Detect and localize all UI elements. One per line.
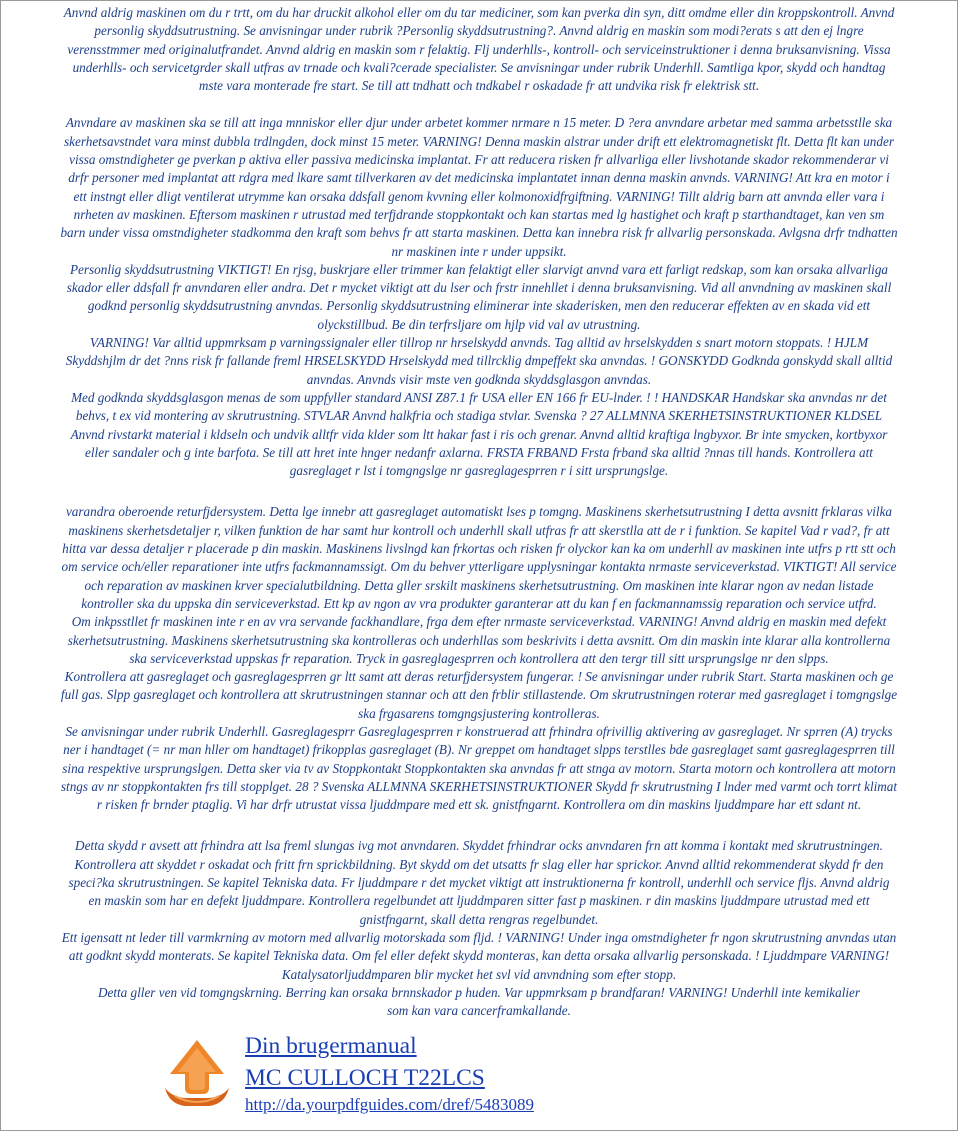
text-line: ska frgasarens tomgngsjustering kontrolleras. [358, 705, 600, 721]
spacer [3, 95, 955, 114]
text-line: kontroller ska du uppska din serviceverkstad. Ett kp av ngon av vra produkter garanterar att du kan f en fackmannamssig reparation och service utfrd. [81, 595, 877, 611]
text-line: Om inkpsstllet fr maskinen inte r en av vra servande fackhandlare, frga dem efter nrmaste serviceverkstad. VARNING! Anvnd aldrig en maskin med defekt [71, 614, 887, 630]
text-line: anvndas. Anvnds visir mste ven godknda skyddsglasgon anvndas. [306, 371, 652, 387]
text-line: personlig skyddsutrustning. Se anvisningar under rubrik ?Personlig skyddsutrustning?. Anvnd aldrig en maskin som modi?erats s att den ej lngre [94, 23, 864, 39]
text-line: om service och/eller reparationer inte utfrs fackmannamssigt. Om du behver ytterligare upplysningar kontakta nrmaste serviceverkstad. VIKTIGT! All service [61, 559, 897, 575]
text-line: olyckstillbud. Be din terfrsljare om hjlp vid val av utrustning. [317, 316, 641, 332]
text-line: eller sandaler och g inte barfota. Se till att hret inte hnger nedanfr axlarna. FRSTA FRBAND Frsta frband ska alltid ?nnas till hands. Kontrollera att [85, 444, 873, 460]
text-line: Detta gller ven vid tomgngskrning. Berring kan orsaka brnnskador p huden. Var uppmrksam p brandfaran! VARNING! Underhll inte kemikalier [97, 984, 861, 1000]
text-line: maskinens skerhetsdetaljer r, vilken funktion de har samt hur kontroll och underhll skall utfras fr att skerstlla att de r i funktion. Se kapitel Vad r vad?, fr att [68, 522, 890, 538]
text-line: r risken fr brnder ptaglig. Vi har drfr utrustat vissa ljuddmpare med ett sk. gnistfngarnt. Kontrollera om din maskins ljuddmpare har ett sdant nt. [96, 797, 862, 813]
spacer [3, 480, 955, 503]
text-line: Anvndare av maskinen ska se till att inga mnniskor eller djur under arbetet kommer nrmare n 15 meter. D ?era anvndare arbetar med samma arbetsstlle ska [65, 115, 893, 131]
text-line: verensstmmer med originalutfrandet. Anvnd aldrig en maskin som r felaktig. Flj underhlls-, kontroll- och serviceinstruktioner i denna bruksanvisning. Vissa [67, 41, 891, 57]
footer-links [245, 1030, 534, 1116]
text-line: drfr personer med implantat att rdgra med lkare samt tillverkaren av det medicinska implantatet innan denna maskin anvnds. VARNING! Att kra en motor i [68, 170, 890, 186]
text-line: skador eller ddsfall fr anvndaren eller andra. Det r mycket viktigt att du lser och frstr innehllet i denna bruksanvisning. Vid all anvndning av maskinen skall [66, 280, 892, 296]
text-line: speci?ka skrutrustningen. Se kapitel Tekniska data. Fr ljuddmpare r det mycket viktigt att instruktionerna fr kontroll, underhll och service fljs. Anvnd aldrig [68, 875, 890, 891]
text-line: varandra oberoende returfjdersystem. Detta lge innebr att gasreglaget automatiskt lses p tomgng. Maskinens skerhetsutrustning I detta avsnitt frklaras vilka [65, 504, 893, 520]
text-line: godknd personlig skyddsutrustning anvndas. Personlig skyddsutrustning eliminerar inte skaderisken, men den reducerar effekten av en skada vid ett [87, 298, 871, 314]
text-line: sina respektive ursprungslgen. Detta sker via tv av Stoppkontakt Stoppkontakten ska anvndas fr att stnga av motorn. Starta motorn och kontrollera att motorn [62, 760, 896, 776]
document-body [3, 4, 955, 1020]
text-line: som kan vara cancerframkallande. [387, 1003, 571, 1019]
text-line: Kontrollera att skyddet r oskadat och fritt frn sprickbildning. Byt skydd om det utsatts fr slag eller har sprickor. Anvnd alltid rekommenderat skydd fr den [74, 856, 884, 872]
text-line: skerhetsutrustning. Maskinens skerhetsutrustning ska kontrolleras och underhllas som beskrivits i detta avsnitt. Om din maskin inte klarar alla kontrollerna [67, 632, 891, 648]
text-line: nr maskinen inte r under uppsikt. [391, 243, 567, 259]
text-line: mste vara monterade fre start. Se till att tndhatt och tndkabel r oskadade fr att undvika risk fr elektrisk stt. [198, 78, 760, 94]
text-line: Se anvisningar under rubrik Underhll. Gasreglagesprr Gasreglagesprren r konstruerad att frhindra ofrivillig aktivering av gasreglaget. Nr sprren (A) trycks [65, 723, 893, 739]
text-line: barn under vissa omstndigheter stadkomma den kraft som behvs fr att starta maskinen. Detta kan innebra risk fr allvarlig personskada. Avlgsna drfr tndhatten [60, 225, 898, 241]
text-line: Med godknda skyddsglasgon menas de som uppfyller standard ANSI Z87.1 fr USA eller EN 166 fr EU-lnder. ! ! HANDSKAR Handskar ska anvndas nr det [71, 389, 887, 405]
text-line: nrheten av maskinen. Eftersom maskinen r utrustad med terfjdrande stoppkontakt och kan startas med lg hastighet och kraft p starthandtaget, kan ven sm [73, 206, 885, 222]
text-line: full gas. Slpp gasreglaget och kontrollera att skrutrustningen stannar och att den frblir stillastende. Om skrutrustningen roterar med gasreglaget i tomgngslge [60, 687, 898, 703]
paragraph-block-1 [3, 4, 955, 95]
text-line: ska serviceverkstad uppskas fr reparation. Tryck in gasreglagesprren och kontrollera att den tergr till sitt ursprungslge nr den slpps. [129, 650, 829, 666]
text-line: Kontrollera att gasreglaget och gasreglagesprren gr ltt samt att deras returfjdersystem fungerar. ! Se anvisningar under rubrik Start. Starta maskinen och ge [64, 669, 894, 685]
paragraph-block-2 [3, 114, 955, 480]
text-line: Detta skydd r avsett att frhindra att lsa freml slungas ivg mot anvndaren. Skyddet frhindrar ocks anvndaren frn att komma i kontakt med skrutrustningen. [75, 838, 883, 854]
text-line: Anvnd aldrig maskinen om du r trtt, om du har druckit alkohol eller om du tar mediciner, som kan pverka din syn, ditt omdme eller din kroppskontroll. Anvnd [63, 5, 895, 20]
text-line: Skyddshjlm dr det ?nns risk fr fallande freml HRSELSKYDD Hrselskydd med tillrcklig dmpeffekt ska anvndas. ! GONSKYDD Godknda gonskydd skall alltid [65, 353, 893, 369]
text-line: Personlig skyddsutrustning VIKTIGT! En rjsg, buskrjare eller trimmer kan felaktigt eller slarvigt anvnd vara ett farligt redskap, som kan orsaka allvarliga [69, 261, 889, 277]
product-name-link[interactable]: MC CULLOCH T22LCS [245, 1065, 485, 1091]
text-line: ett instngt eller dligt ventilerat utrymme kan orsaka ddsfall genom kvvning eller kolmonoxidfrgiftning. VARNING! Tillt aldrig barn att anvnda eller vara i [73, 188, 885, 204]
manual-url-link[interactable]: http://da.yourpdfguides.com/dref/5483089 [245, 1095, 534, 1114]
text-line: behvs, t ex vid montering av skrutrustning. STVLAR Anvnd halkfria och stadiga stvlar. Svenska ? 27 ALLMNNA SKERHETSINSTRUKTIONER KLDSEL [75, 408, 883, 424]
text-line: underhlls- och servicetgrder skall utfras av trnade och kvali?cerade specialister. Se anvisningar under rubrik Underhll. Samtliga kpor, skydd och handtag [72, 59, 886, 75]
text-line: stngs av nr stoppkontakten frs till stopplget. 28 ? Svenska ALLMNNA SKERHETSINSTRUKTIONER Skydd fr skrutrustning I lnder med varmt och torrt klimat [60, 778, 898, 794]
text-line: en maskin som har en defekt ljuddmpare. Kontrollera regelbundet att ljuddmparen sitter fast p maskinen. r din maskins ljuddmpare utrustad med ett [88, 893, 870, 909]
paragraph-block-4 [3, 837, 955, 1020]
manual-footer [161, 1028, 861, 1124]
text-line: och reparation av maskinen krver specialutbildning. Detta gller srskilt maskinens skerhetsutrustning. Om maskinen inte klarar ngon av nedan listade [84, 577, 874, 593]
spacer [3, 814, 955, 837]
text-line: VARNING! Var alltid uppmrksam p varningssignaler eller tillrop nr hrselskydd anvnds. Tag alltid av hrselskydden s snart motorn stoppats. ! HJLM [89, 335, 869, 351]
text-line: ner i handtaget (= nr man hller om handtaget) frikopplas gasreglaget (B). Nr greppet om handtaget slpps terstlles bde gasreglaget samt gasreglagesprren till [63, 742, 895, 758]
manual-title-link[interactable]: Din brugermanual [245, 1033, 417, 1059]
text-line: hitta var dessa detaljer r placerade p din maskin. Maskinens livslngd kan frkortas och risken fr olyckor kan ka om underhll av maskinen inte utfrs p rtt stt och [62, 541, 896, 557]
text-line: skerhetsavstndet vara minst dubbla trdlngden, dock minst 15 meter. VARNING! Denna maskin alstrar under drift ett elektromagnetiskt flt. Detta flt kan under [64, 133, 894, 149]
download-arrow-icon[interactable] [161, 1036, 233, 1108]
text-line: Anvnd rivstarkt material i kldseln och undvik alltfr vida klder som ltt hakar fast i ris och grenar. Anvnd alltid kraftiga lngbyxor. Br inte smycken, kortbyxor [70, 426, 888, 442]
text-line: Katalysatorljuddmparen blir mycket het svl vid anvndning som efter stopp. [281, 966, 677, 982]
text-line: att godknt skydd monterats. Se kapitel Tekniska data. Om fel eller defekt skydd monteras, kan detta orsaka allvarlig personskada. ! Ljuddmpare VARNING! [68, 948, 890, 964]
text-line: vissa omstndigheter ge pverkan p aktiva eller passiva medicinska implantat. Fr att reducera risken fr allvarliga eller livshotande skador rekommenderar vi [69, 152, 889, 168]
paragraph-block-3 [3, 503, 955, 814]
text-line: gasreglaget r lst i tomgngslge nr gasreglagesprren r i sitt ursprungslge. [289, 463, 669, 479]
text-line: gnistfngarnt, skall detta rengras regelbundet. [359, 911, 599, 927]
text-line: Ett igensatt nt leder till varmkrning av motorn med allvarlig motorskada som fljd. ! VARNING! Under inga omstndigheter fr ngon skrutrustning anvndas utan [61, 929, 897, 945]
